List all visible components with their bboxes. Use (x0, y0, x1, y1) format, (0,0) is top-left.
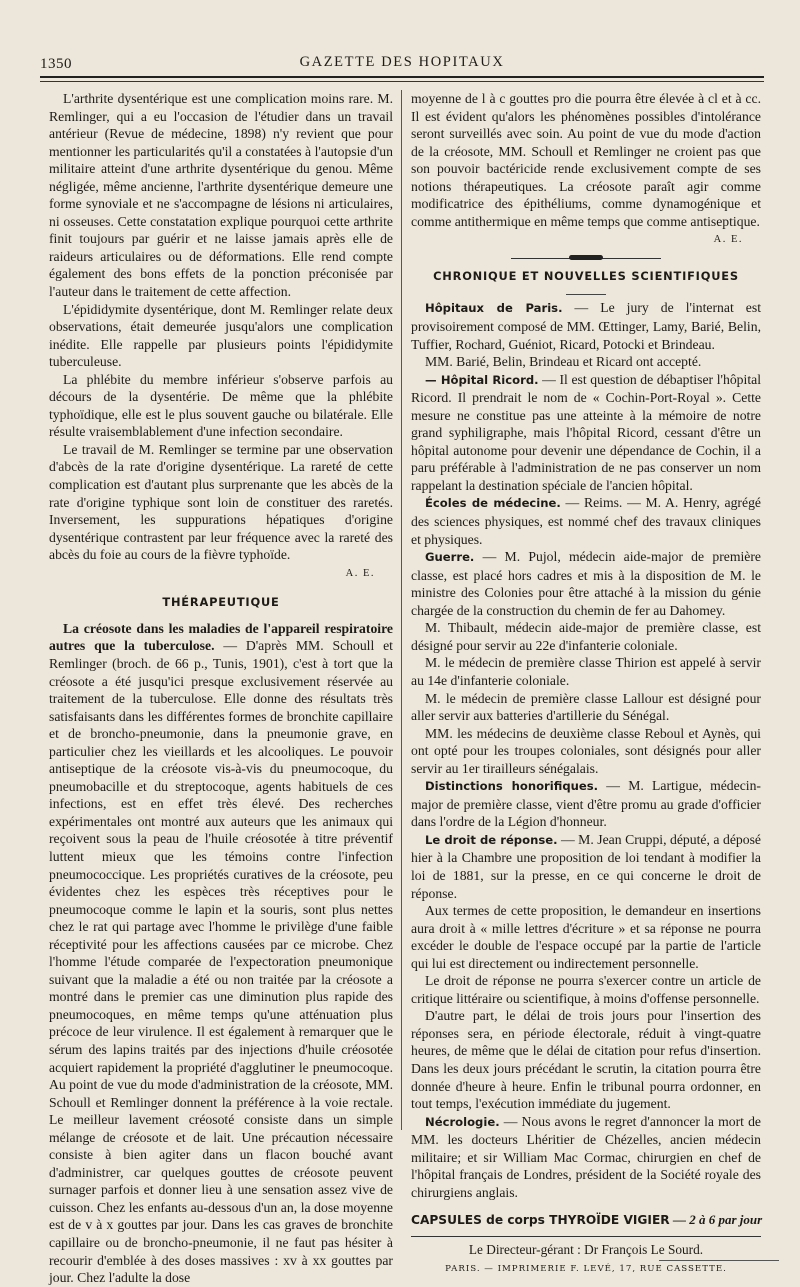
printer-line: PARIS. — IMPRIMERIE F. LEVÉ, 17, RUE CASSETTE. (445, 1264, 727, 1275)
news-item (411, 972, 761, 1007)
author-signature: A. E. (345, 567, 375, 579)
ornament-rule (411, 254, 761, 262)
ad-product: CAPSULES de corps THYROÏDE VIGIER (411, 1213, 670, 1228)
news-item-text: M. le médecin de première classe Lallour est désigné pour aller servir aux batteries d'artillerie du Sénégal. (411, 690, 761, 724)
news-item-heading: — Hôpital Ricord. (425, 372, 539, 387)
journal-title: GAZETTE DES HOPITAUX (299, 54, 505, 70)
news-item-heading: Guerre. (425, 550, 475, 565)
section-underline (566, 294, 606, 295)
article-body: — D'après MM. Schoull et Remlinger (broch. de 66 p., Tunis, 1901), c'est à tort que la créosote a été jusqu'ici presque exclusivement réservée au traitement de la tuberculose. Elle donne des résultats très satisfaisants dans les différentes formes de bronchite capillaire et de broncho-pneumonie, dans la pneumonie grave, en particulier chez les vieillards et les alcooliques. Le pouvoir antiseptique de la créosote vis-à-vis du pneumocoque, du pneumobacille et du streptocoque, agents habituels de ces infections, est en effet très élevé. Des recherches expérimentales ont montré aux auteurs que les animaux qui reçoivent sous la peau de l'huile créosotée à titre préventif luttent mieux que les témoins contre l'infection pneumococcique. Les propriétés curatives de la créosote, peu évidentes chez les espèces très réceptives pour le pneumocoque comme le lapin et la souris, sont plus nettes chez le rat qui partage avec l'homme le privilège d'une faible réceptivité pour les affections causées par ce microbe. Chez l'homme l'étude comparée de l'expectoration pneumonique suivant que la maladie a été ou non traitée par la créosote a montré dans le premier cas une diminution plus rapide des pneumocoques, en même temps qu'une atténuation plus précoce de leur virulence. Il est également à remarquer que le sérum des lapins traités par des injections d'huile créosotée acquiert rapidement la propriété d'agglutiner le pneumocoque. Au point de vue du mode d'administration de la créosote, MM. Schoull et Remlinger donnent la préférence à la voie rectale. Le meilleur lavement créosoté consiste dans un simple mélange de créosote et de lait. Une précaution nécessaire consiste à bien agiter dans un flacon bouché avant d'administrer, car quelques gouttes de créosote peuvent surnager parfois et donner lieu à une sensation assez vive de cuisson. Chez les enfants au-dessous d'un an, la dose moyenne est de v à x gouttes par jour. Dans les cas graves de bronchite capillaire ou de broncho-pneumonie, il ne faut pas hésiter à recourir d'emblée à des doses massives : xv à xx gouttes par jour. Chez l'adulte la dose (49, 638, 393, 1286)
news-item (411, 299, 761, 353)
left-column (49, 90, 393, 1286)
director-line: Le Directeur-gérant : Dr François Le Sourd. (468, 1241, 704, 1257)
news-item-heading: Distinctions honorifiques. (425, 779, 599, 794)
paragraph-phlebite: La phlébite du membre inférieur s'observe parfois au décours de la dysentérie. De même que la phlébite typhoïdique, elle est le plus souvent gauche ou bilatérale. Elle résulte vraisemblablement d'une infection secondaire. (49, 371, 393, 440)
ad-dosage: — 2 à 6 par jour (669, 1212, 763, 1228)
right-column (411, 90, 763, 1275)
header-rule-thin (40, 81, 764, 82)
news-item-text: MM. les médecins de deuxième classe Reboul et Aynès, qui ont opté pour les troupes coloniales, sont désignés pour aller servir au 1er tirailleurs sénégalais. (411, 725, 761, 776)
header-rule (40, 76, 764, 78)
news-item (411, 654, 761, 689)
section-title-therapeutique: THÉRAPEUTIQUE (162, 595, 280, 610)
news-item-text: MM. Barié, Belin, Brindeau et Ricard ont accepté. (425, 354, 702, 370)
news-item (411, 725, 761, 778)
author-signature: A. E. (713, 234, 743, 246)
news-item-heading: Le droit de réponse. (425, 832, 558, 847)
news-item-text: — Nous avons le regret d'annoncer la mort de MM. les docteurs Lhéritier de Chézelles, ancien médecin militaire; et sir William Mac Cormac, chirurgien en chef de l'hôpital français de Londres, président de la Société royale des chirurgiens anglais. (411, 1113, 761, 1200)
news-item-heading: Écoles de médecine. (425, 496, 561, 511)
column-divider (401, 90, 402, 1130)
article-lead: La créosote dans les maladies de l'appareil respiratoire autres que la tuberculose. (49, 620, 393, 654)
advertisement (411, 1211, 761, 1230)
news-item (411, 494, 761, 548)
news-item-text: — Il est question de débaptiser l'hôpital Ricord. Il prendrait le nom de « Cochin-Port-Royal ». Cette mesure ne constitue pas une atteinte à la mémoire de notre grand syphiligraphe, mais l'hôpital Ricord, cessant d'être un hôpital autonome pour devenir une dépendance de Cochin, il a paru préférable à l'administration de ne pas conserver un nom rappelant la destination spéciale de l'ancien hôpital. (411, 371, 762, 493)
footer-rule (411, 1236, 761, 1237)
section-title-chronique: CHRONIQUE ET NOUVELLES SCIENTIFIQUES (433, 268, 739, 283)
news-item (411, 619, 761, 654)
news-item-text: — Le jury de l'internat est provisoirement composé de MM. Œttinger, Lamy, Barié, Belin, Tuffier, Rochard, Guéniot, Ricard, Potocki et Brindeau. (411, 300, 761, 352)
news-item (411, 777, 761, 831)
news-item-text: D'autre part, le délai de trois jours pour l'insertion des réponses sera, en période électorale, réduit à vingt-quatre heures, de même que le délai de citation pour refus d'insertion. Dans les deux jours précédant le scrutin, la citation pourra être donnée d'heure à heure. Enfin le tribunal pourra ordonner, en tout temps, l'exécution immédiate du jugement. (411, 1008, 761, 1112)
news-item-heading: Nécrologie. (425, 1114, 500, 1129)
news-item-text: — Reims. — M. A. Henry, agrégé des sciences physiques, est nommé chef des travaux cliniques et physiques. (411, 495, 761, 547)
paragraph-epididymite: L'épididymite dysentérique, dont M. Remlinger relate deux observations, était demeurée jusqu'alors une complication inédite. Elle rappelle par plusieurs points l'épididymite tuberculeuse. (49, 301, 393, 370)
news-item (411, 371, 761, 495)
news-item-text: Le droit de réponse ne pourra s'exercer contre un article de critique littéraire ou scientifique, à moins d'offense personnelle. (411, 973, 761, 1006)
paragraph-abces-rate: Le travail de M. Remlinger se termine par une observation d'abcès de la rate d'origine dysentérique. La rareté de cette complication est d'autant plus surprenante que les abcès de la rate d'origine typhique sont loin de constituer des raretés. Inversement, les suppurations hépatiques d'origine dysentérique contrastent par leur fréquence avec la rareté des abcès du foie au cours de la fièvre typhoïde. (49, 441, 393, 563)
news-item-text: M. le médecin de première classe Thirion est appelé à servir au 14e d'infanterie coloniale. (411, 655, 761, 688)
news-item-text: — M. Jean Cruppi, député, a déposé hier à la Chambre une proposition de loi tendant à modifier la loi de 1881, sur la presse, en ce qui concerne le droit de réponse. (411, 831, 761, 901)
news-item (411, 353, 761, 371)
news-item-heading: Hôpitaux de Paris. (425, 301, 563, 316)
paragraph-creosote (49, 620, 393, 1287)
paragraph-creosote-continued: moyenne de l à c gouttes pro die pourra être élevée à cl et à cc. Il est évident qu'alors les phénomènes possibles d'intolérance seront surveillés avec soin. Au point de vue du mode d'action de la créosote, MM. Schoull et Remlinger ne croient pas que son pouvoir bactéricide rende exclusivement compte de ses notions thérapeutiques. La créosote paraît agir comme modificatrice des épithéliums, comme dynamogénique et comme antithermique en même temps que comme antiseptique. (411, 91, 761, 229)
paragraph-arthrite: L'arthrite dysentérique est une complication moins rare. M. Remlinger, qui a eu l'occasion de l'étudier dans un travail antérieur (Revue de médecine, 1898) n'y revient que pour mentionner les particularités qu'il a constatées à l'autopsie d'un militaire atteint d'une arthrite dysentérique du genou. Même négligée, même ancienne, l'arthrite dysentérique demeure une forme synoviale et ne s'accompagne de lésions ni articulaires, ni osseuses. Cette constatation explique pourquoi cette arthrite finit toujours par guérir et ne laisse jamais après elle de raideurs articulaires ou de déformations. Elle rend compte également des bons effets de la ponction préconisée par l'auteur dans le traitement de cette affection. (49, 91, 393, 300)
page-header (40, 52, 764, 74)
news-item-text: — M. Pujol, médecin aide-major de première classe, est placé hors cadres et mis à la disposition de M. le ministre des Colonies pour être attaché à la mission du génie chargée de la construction du chemin de fer au Dahomey. (411, 549, 761, 618)
news-item-text: — M. Lartigue, médecin-major de première classe, vient d'être promu au grade d'officier dans l'ordre de la Légion d'honneur. (411, 778, 761, 830)
news-item-text: Aux termes de cette proposition, le demandeur en insertions aura droit à « mille lettres d'écriture » et sa réponse ne pourra excéder le double de l'espace occupé par la partie de l'article qui lui est directement ou indirectement personnelle. (411, 903, 761, 971)
news-item (411, 831, 761, 902)
news-item (411, 1007, 761, 1112)
news-item-text: M. Thibault, médecin aide-major de première classe, est désigné pour servir au 22e d'infanterie coloniale. (411, 620, 761, 653)
news-item (411, 548, 761, 619)
news-items (411, 299, 761, 1201)
page-number: 1350 (40, 56, 72, 72)
news-item (411, 1113, 761, 1202)
news-item (411, 690, 761, 725)
news-item (411, 902, 761, 972)
